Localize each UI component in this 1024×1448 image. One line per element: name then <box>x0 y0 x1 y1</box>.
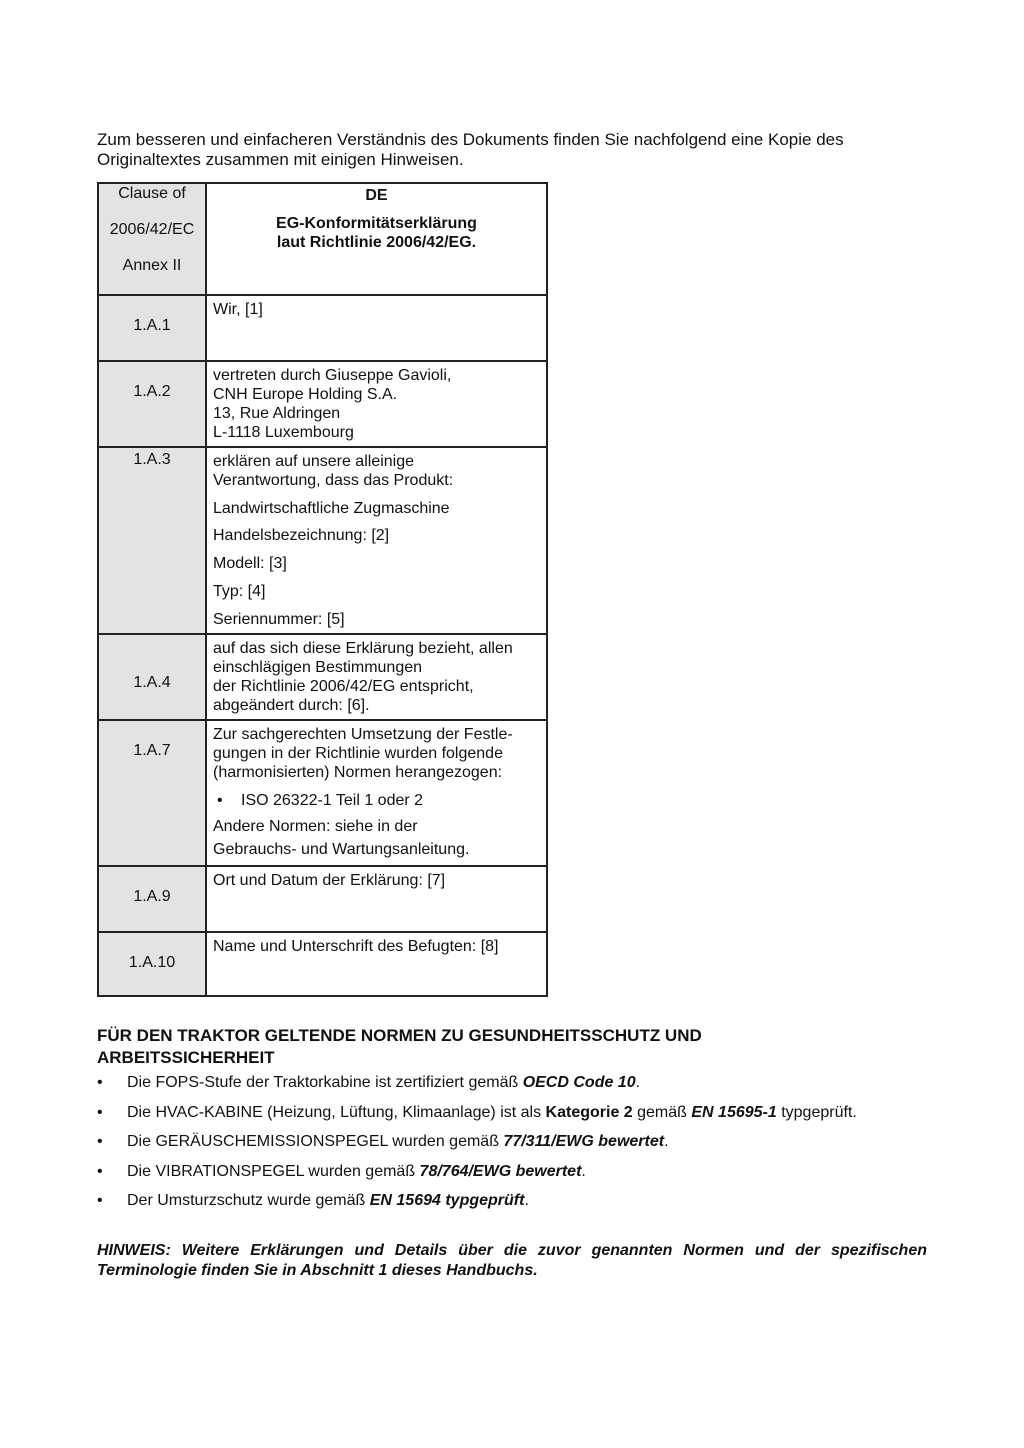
table-row <box>98 447 547 494</box>
standard-reference: EN 15695-1 <box>691 1103 777 1121</box>
standard-reference: 77/311/EWG bewertet <box>503 1133 665 1150</box>
title-header-cell <box>206 183 547 295</box>
clause-number: 1.A.3 <box>133 451 171 468</box>
clause-header-cell <box>98 183 206 295</box>
clause-cell <box>98 720 206 866</box>
row-text-line: erklären auf unsere alleinige <box>213 453 415 470</box>
declaration-subtitle: laut Richtlinie 2006/42/EG. <box>276 234 477 251</box>
table-row <box>98 361 547 447</box>
table-row <box>98 494 547 522</box>
table-row <box>98 932 547 996</box>
clause-cell <box>98 361 206 447</box>
clause-cell <box>98 866 206 932</box>
standard-reference: EN 15694 typgeprüft <box>369 1192 525 1209</box>
table-row <box>98 550 547 578</box>
clause-cell-empty <box>98 494 206 522</box>
clause-cell-empty <box>98 550 206 578</box>
list-item-text: Der Umsturzschutz wurde gemäß EN 15694 typgeprüft. <box>127 1192 529 1209</box>
table-row <box>98 295 547 361</box>
clause-number: 1.A.1 <box>133 317 171 334</box>
product-line: Landwirtschaftliche Zugmaschine <box>213 500 450 517</box>
clause-number: 1.A.10 <box>128 954 176 971</box>
section-heading-line: ARBEITSSICHERHEIT <box>97 1048 275 1067</box>
clause-header-line: 2006/42/EC <box>109 221 195 238</box>
row-text: Wir, [1] <box>213 301 263 318</box>
text-cell <box>206 720 547 866</box>
row-text-line: CNH Europe Holding S.A. <box>213 386 398 403</box>
text-cell <box>206 578 547 606</box>
row-text-line: vertreten durch Giuseppe Gavioli, <box>213 367 452 384</box>
bullet-mark: • <box>97 1074 103 1091</box>
intro-paragraph: Zum besseren und einfacheren Verständnis des Dokuments finden Sie nachfolgend eine Kopie des Originaltextes zusammen mit einigen Hinweisen. <box>97 130 844 169</box>
standard-reference: OECD Code 10 <box>522 1074 636 1091</box>
clause-number: 1.A.7 <box>133 742 171 759</box>
clause-cell-empty <box>98 522 206 550</box>
list-item <box>97 1190 957 1220</box>
product-line: Modell: [3] <box>213 555 287 572</box>
clause-number: 1.A.9 <box>133 888 171 905</box>
standard-list-item <box>213 791 540 810</box>
table-header-row <box>98 183 547 295</box>
clause-cell <box>98 634 206 720</box>
list-item <box>97 1161 957 1191</box>
bullet-mark: • <box>217 792 223 809</box>
table-row <box>98 578 547 606</box>
clause-header-line: Clause of <box>118 185 186 202</box>
text-cell <box>206 866 547 932</box>
row-text-line: Zur sachgerechten Umsetzung der Festle- <box>213 726 513 743</box>
table-row <box>98 522 547 550</box>
product-line: Typ: [4] <box>213 583 266 600</box>
list-item <box>97 1102 957 1132</box>
declaration-title: EG-Konformitätserklärung <box>276 215 477 232</box>
row-text-line: auf das sich diese Erklärung bezieht, allen <box>213 640 513 657</box>
row-text-line: einschlägigen Bestimmungen <box>213 659 423 676</box>
language-code: DE <box>365 187 388 204</box>
row-text: Name und Unterschrift des Befugten: [8] <box>213 938 499 955</box>
clause-header-line: Annex II <box>122 257 182 274</box>
declaration-table <box>97 182 548 997</box>
clause-cell <box>98 447 206 494</box>
text-cell <box>206 361 547 447</box>
section-heading-line: FÜR DEN TRAKTOR GELTENDE NORMEN ZU GESUNDHEITSSCHUTZ UND <box>97 1026 702 1045</box>
table-row <box>98 606 547 634</box>
row-text-line: abgeändert durch: [6]. <box>213 697 370 714</box>
standard-reference: 78/764/EWG bewertet <box>419 1162 582 1180</box>
list-item <box>97 1131 957 1161</box>
product-line: Seriennummer: [5] <box>213 611 345 628</box>
table-row <box>98 720 547 866</box>
row-text-line: gungen in der Richtlinie wurden folgende <box>213 745 503 762</box>
clause-cell-empty <box>98 606 206 634</box>
clause-number: 1.A.4 <box>133 674 171 691</box>
clause-number: 1.A.2 <box>133 383 171 400</box>
text-cell <box>206 634 547 720</box>
bullet-mark: • <box>97 1133 103 1150</box>
row-text: Ort und Datum der Erklärung: [7] <box>213 872 446 889</box>
list-item-text: Die VIBRATIONSPEGEL wurden gemäß 78/764/EWG bewertet. <box>127 1162 586 1180</box>
table-row <box>98 634 547 720</box>
row-text-line: der Richtlinie 2006/42/EG entspricht, <box>213 678 474 695</box>
text-cell <box>206 550 547 578</box>
row-text-line: Gebrauchs- und Wartungsanleitung. <box>213 841 470 858</box>
row-text-line: 13, Rue Aldringen <box>213 405 341 422</box>
text-cell <box>206 447 547 494</box>
list-item <box>97 1072 957 1102</box>
product-line: Handelsbezeichnung: [2] <box>213 527 390 544</box>
clause-cell-empty <box>98 578 206 606</box>
table-row <box>98 866 547 932</box>
text-cell <box>206 494 547 522</box>
text-cell <box>206 295 547 361</box>
text-cell <box>206 522 547 550</box>
bullet-mark: • <box>97 1103 103 1121</box>
list-item-text: Die FOPS-Stufe der Traktorkabine ist zertifiziert gemäß OECD Code 10. <box>127 1074 641 1091</box>
standard-name: ISO 26322-1 Teil 1 oder 2 <box>241 792 424 809</box>
bullet-mark: • <box>97 1192 103 1209</box>
note-paragraph: HINWEIS: Weitere Erklärungen und Details über die zuvor genannten Normen und der spezifischen Terminologie finden Sie in Abschnitt 1 dieses Handbuchs. <box>97 1242 927 1279</box>
row-text-line: Verantwortung, dass das Produkt: <box>213 472 454 489</box>
list-item-text: Die GERÄUSCHEMISSIONSPEGEL wurden gemäß 77/311/EWG bewertet. <box>127 1133 669 1150</box>
requirements-list <box>97 1072 957 1220</box>
bullet-mark: • <box>97 1162 103 1180</box>
clause-cell <box>98 932 206 996</box>
clause-cell <box>98 295 206 361</box>
text-cell <box>206 932 547 996</box>
text-cell <box>206 606 547 634</box>
section-heading <box>97 1025 937 1069</box>
list-item-text: Die HVAC-KABINE (Heizung, Lüftung, Klimaanlage) ist als Kategorie 2 gemäß EN 15695-1 typgeprüft. <box>127 1103 857 1121</box>
row-text-line: (harmonisierten) Normen herangezogen: <box>213 764 503 781</box>
category-label: Kategorie 2 <box>545 1103 633 1121</box>
row-text-line: L-1118 Luxembourg <box>213 424 354 441</box>
row-text-line: Andere Normen: siehe in der <box>213 818 418 835</box>
